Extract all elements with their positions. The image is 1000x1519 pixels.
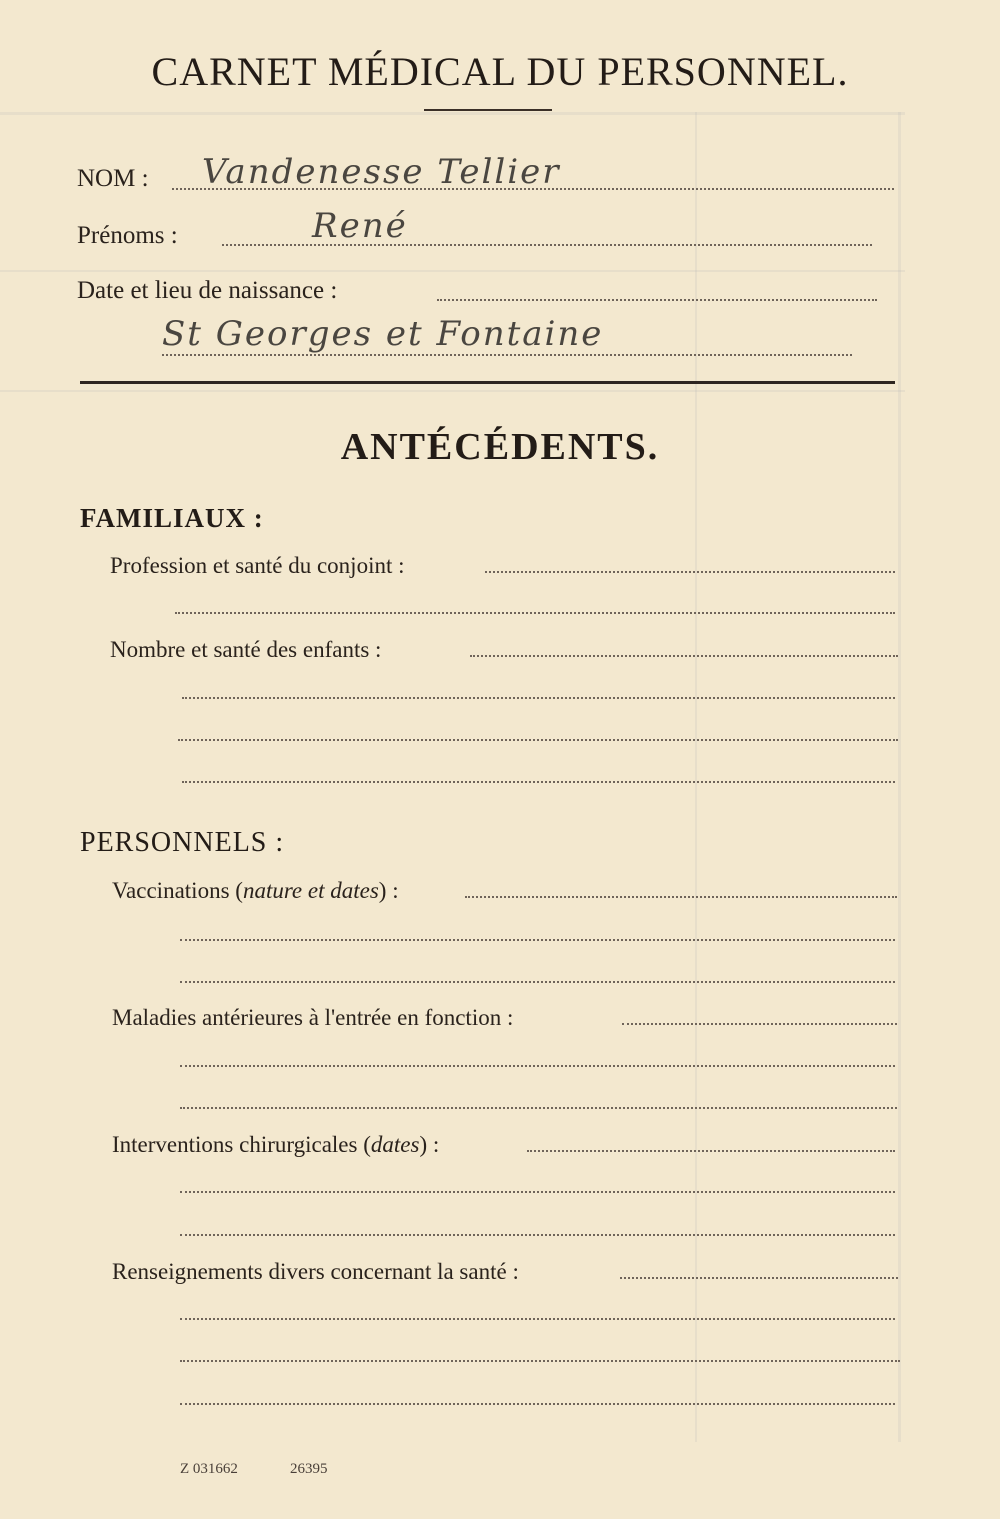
interventions-dotted-line <box>527 1150 895 1152</box>
interventions-label-prefix: Interventions chirurgicales ( <box>112 1132 371 1157</box>
maladies-label: Maladies antérieures à l'entrée en fonction : <box>112 1005 514 1030</box>
nom-handwritten-value: Vandenesse Tellier <box>202 152 561 192</box>
interventions-label-italic: dates <box>370 1132 420 1157</box>
interventions-dotted-line-2 <box>180 1191 895 1193</box>
familiaux-heading: FAMILIAUX : <box>80 503 264 533</box>
renseignements-dotted-line <box>620 1277 898 1279</box>
page-title: CARNET MÉDICAL DU PERSONNEL. <box>151 49 849 94</box>
prenoms-label: Prénoms : <box>77 222 178 249</box>
enfants-dotted-line-2 <box>182 697 895 699</box>
naissance-label: Date et lieu de naissance : <box>77 277 338 304</box>
renseignements-dotted-line-2 <box>180 1318 895 1320</box>
interventions-dotted-line-3 <box>180 1234 895 1236</box>
conjoint-dotted-line <box>485 571 895 573</box>
maladies-dotted-line <box>622 1023 897 1025</box>
maladies-dotted-line-2 <box>180 1065 895 1067</box>
vaccinations-label <box>112 878 399 904</box>
vaccinations-dotted-line <box>465 896 897 898</box>
vaccinations-label-italic: nature et dates <box>242 878 379 903</box>
section-divider <box>80 381 895 384</box>
enfants-dotted-line <box>470 655 898 657</box>
renseignements-dotted-line-3 <box>180 1360 900 1362</box>
show-through-line <box>695 112 697 1442</box>
prenoms-handwritten-value: René <box>312 206 408 246</box>
interventions-label-suffix: ) : <box>419 1132 440 1157</box>
title-underline <box>424 109 552 111</box>
maladies-dotted-line-3 <box>180 1107 897 1109</box>
show-through-line <box>0 390 905 392</box>
antecedents-title: ANTÉCÉDENTS. <box>340 426 660 468</box>
renseignements-label: Renseignements divers concernant la santé : <box>112 1259 519 1284</box>
naissance-dotted-line <box>437 299 877 301</box>
vaccinations-label-prefix: Vaccinations ( <box>112 878 243 903</box>
nom-label: NOM : <box>77 165 149 192</box>
printer-code-2: 26395 <box>290 1461 328 1477</box>
personnels-heading: PERSONNELS : <box>80 827 285 858</box>
enfants-label: Nombre et santé des enfants : <box>110 637 382 662</box>
enfants-dotted-line-4 <box>182 781 895 783</box>
renseignements-dotted-line-4 <box>180 1403 895 1405</box>
interventions-label <box>112 1132 439 1158</box>
conjoint-dotted-line-2 <box>175 612 895 614</box>
show-through-line <box>898 112 901 1442</box>
printer-code-1: Z 031662 <box>180 1461 238 1477</box>
naissance-handwritten-value: St Georges et Fontaine <box>162 314 604 354</box>
show-through-line <box>0 112 905 115</box>
vaccinations-label-suffix: ) : <box>378 878 399 903</box>
show-through-line <box>0 270 905 272</box>
naissance-dotted-line-2 <box>162 354 852 356</box>
vaccinations-dotted-line-3 <box>180 981 895 983</box>
conjoint-label: Profession et santé du conjoint : <box>110 553 405 578</box>
enfants-dotted-line-3 <box>178 739 898 741</box>
vaccinations-dotted-line-2 <box>180 939 895 941</box>
